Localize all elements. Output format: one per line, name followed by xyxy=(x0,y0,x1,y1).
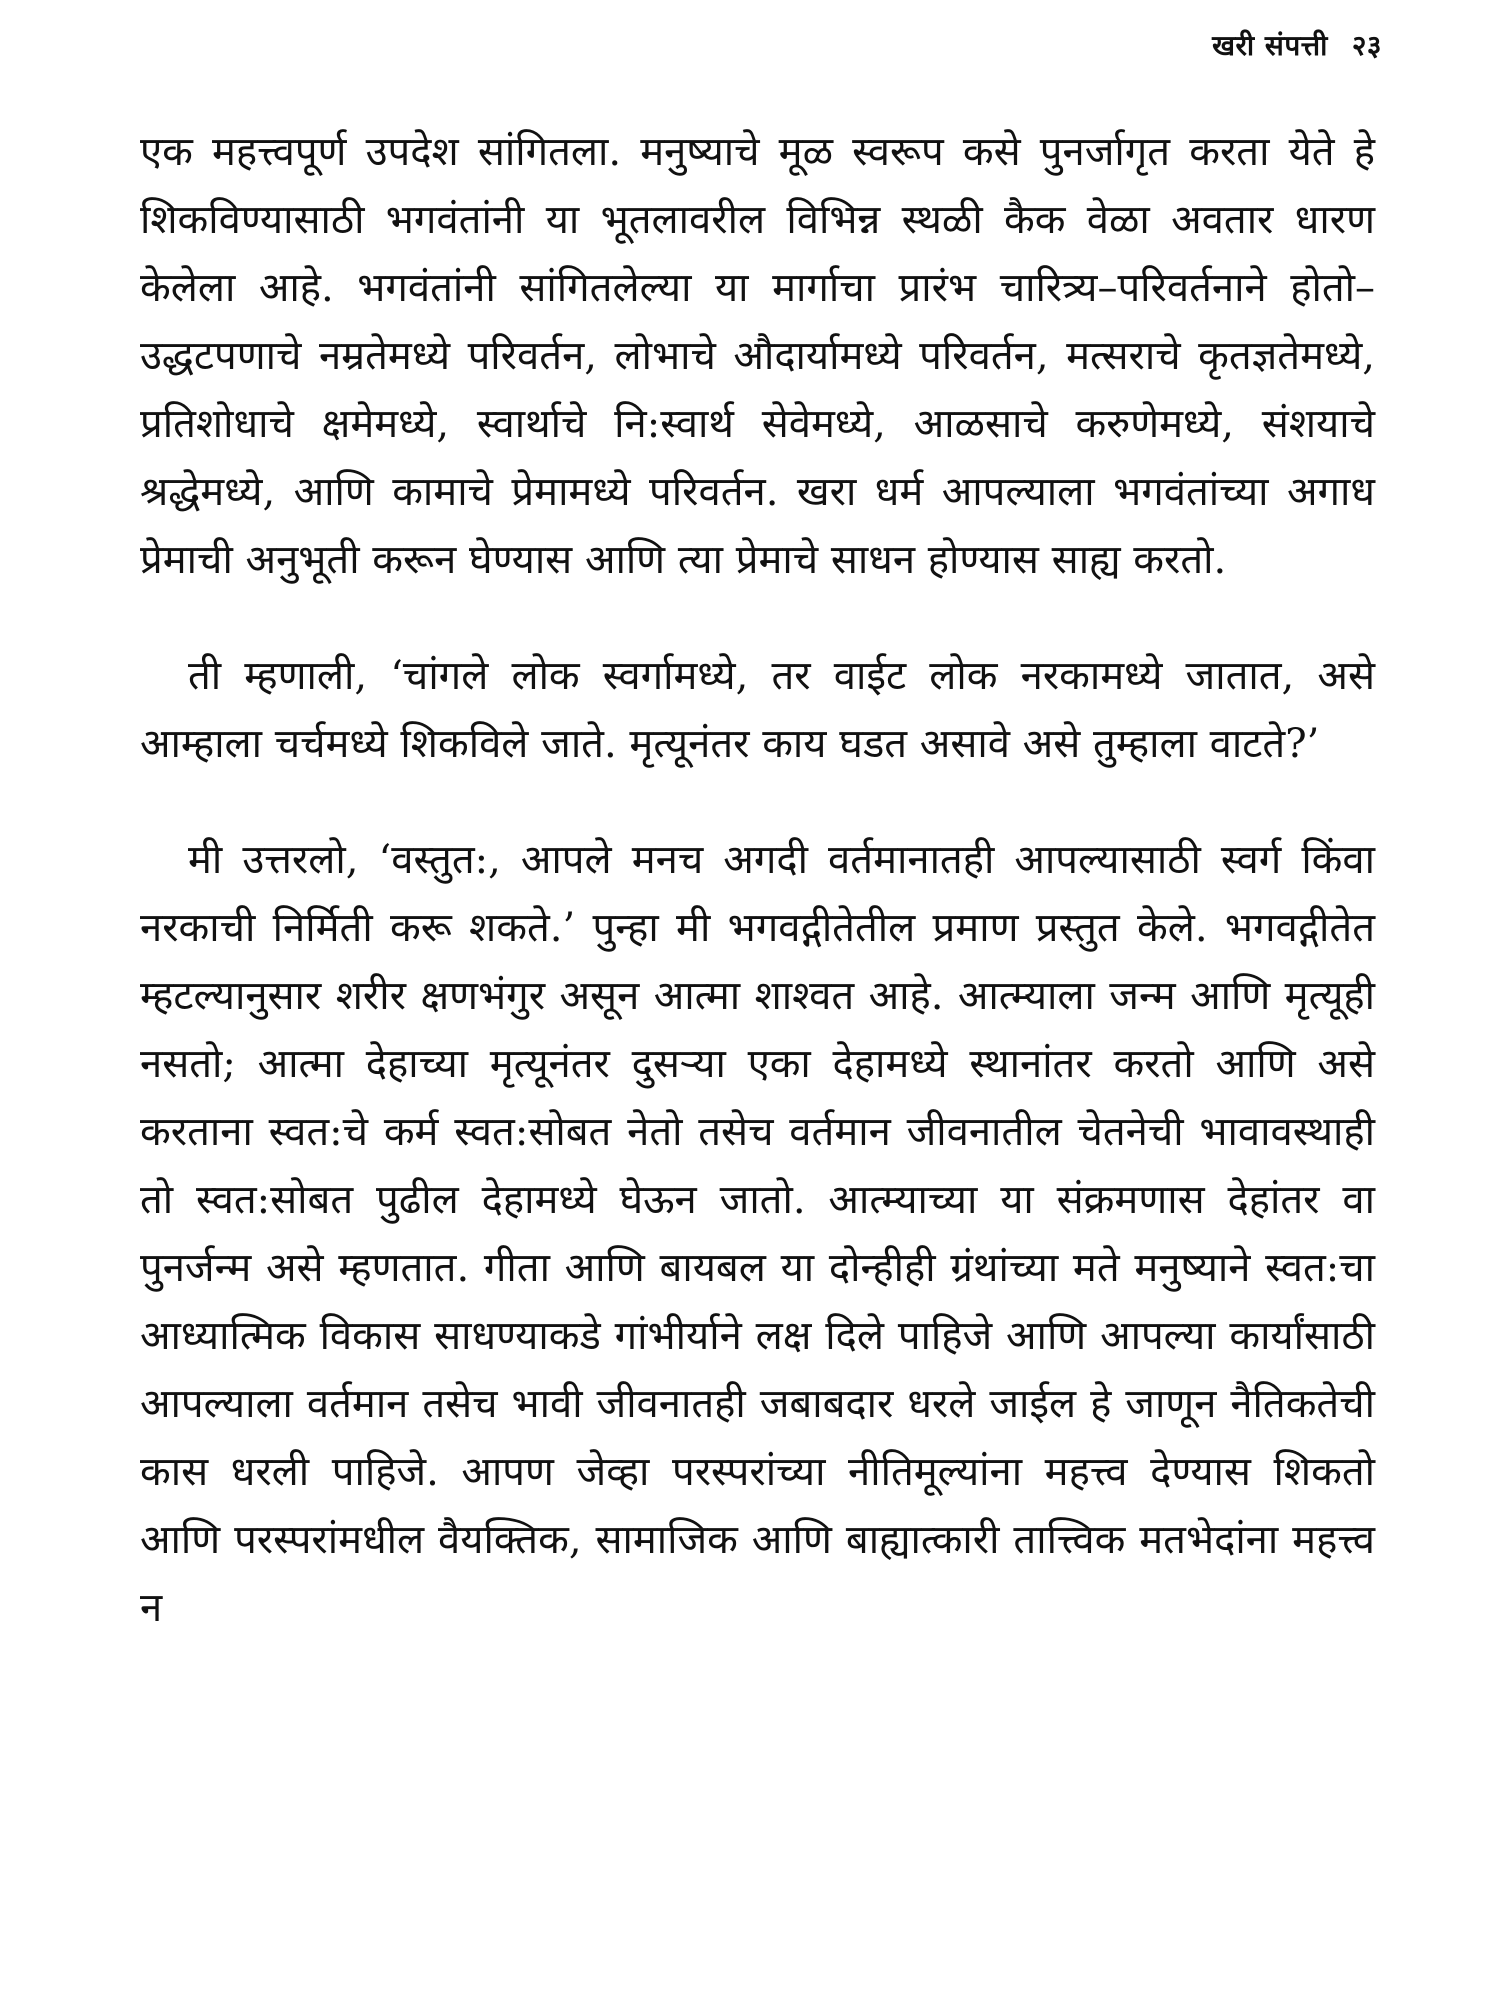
body-text xyxy=(140,118,1375,1642)
paragraph-dialogue-answer: मी उत्तरलो, ‘वस्तुत:, आपले मनच अगदी वर्तमानातही आपल्यासाठी स्वर्ग किंवा नरकाची निर्मिती करू शकते.’ पुन्हा मी भगवद्गीतेतील प्रमाण प्रस्तुत केले. भगवद्गीतेत म्हटल्यानुसार शरीर क्षणभंगुर असून आत्मा शाश्वत आहे. आत्म्याला जन्म आणि मृत्यूही नसतो; आत्मा देहाच्या मृत्यूनंतर दुसऱ्या एका देहामध्ये स्थानांतर करतो आणि असे करताना स्वत:चे कर्म स्वत:सोबत नेतो तसेच वर्तमान जीवनातील चेतनेची भावावस्थाही तो स्वत:सोबत पुढील देहामध्ये घेऊन जातो. आत्म्याच्या या संक्रमणास देहांतर वा पुनर्जन्म असे म्हणतात. गीता आणि बायबल या दोन्हीही ग्रंथांच्या मते मनुष्याने स्वत:चा आध्यात्मिक विकास साधण्याकडे गांभीर्याने लक्ष दिले पाहिजे आणि आपल्या कार्यांसाठी आपल्याला वर्तमान तसेच भावी जीवनातही जबाबदार धरले जाईल हे जाणून नैतिकतेची कास धरली पाहिजे. आपण जेव्हा परस्परांच्या नीतिमूल्यांना महत्त्व देण्यास शिकतो आणि परस्परांमधील वैयक्तिक, सामाजिक आणि बाह्यात्कारी तात्त्विक मतभेदांना महत्त्व न xyxy=(140,837,1375,1631)
paragraph-continued: एक महत्त्वपूर्ण उपदेश सांगितला. मनुष्याचे मूळ स्वरूप कसे पुनर्जागृत करता येते हे शिकविण्यासाठी भगवंतांनी या भूतलावरील विभिन्न स्थळी कैक वेळा अवतार धारण केलेला आहे. भगवंतांनी सांगितलेल्या या मार्गाचा प्रारंभ चारित्र्य–परिवर्तनाने होतो– उद्धटपणाचे नम्रतेमध्ये परिवर्तन, लोभाचे औदार्यामध्ये परिवर्तन, मत्सराचे कृतज्ञतेमध्ये, प्रतिशोधाचे क्षमेमध्ये, स्वार्थाचे नि:स्वार्थ सेवेमध्ये, आळसाचे करुणेमध्ये, संशयाचे श्रद्धेमध्ये, आणि कामाचे प्रेमामध्ये परिवर्तन. खरा धर्म आपल्याला भगवंतांच्या अगाध प्रेमाची अनुभूती करून घेण्यास आणि त्या प्रेमाचे साधन होण्यास साह्य करतो. xyxy=(140,129,1375,583)
running-header xyxy=(1212,26,1382,64)
paragraph-dialogue-question: ती म्हणाली, ‘चांगले लोक स्वर्गामध्ये, तर वाईट लोक नरकामध्ये जातात, असे आम्हाला चर्चमध्ये शिकविले जाते. मृत्यूनंतर काय घडत असावे असे तुम्हाला वाटते?’ xyxy=(140,653,1375,767)
page-number: २३ xyxy=(1351,29,1382,62)
running-title: खरी संपत्ती xyxy=(1212,29,1328,62)
